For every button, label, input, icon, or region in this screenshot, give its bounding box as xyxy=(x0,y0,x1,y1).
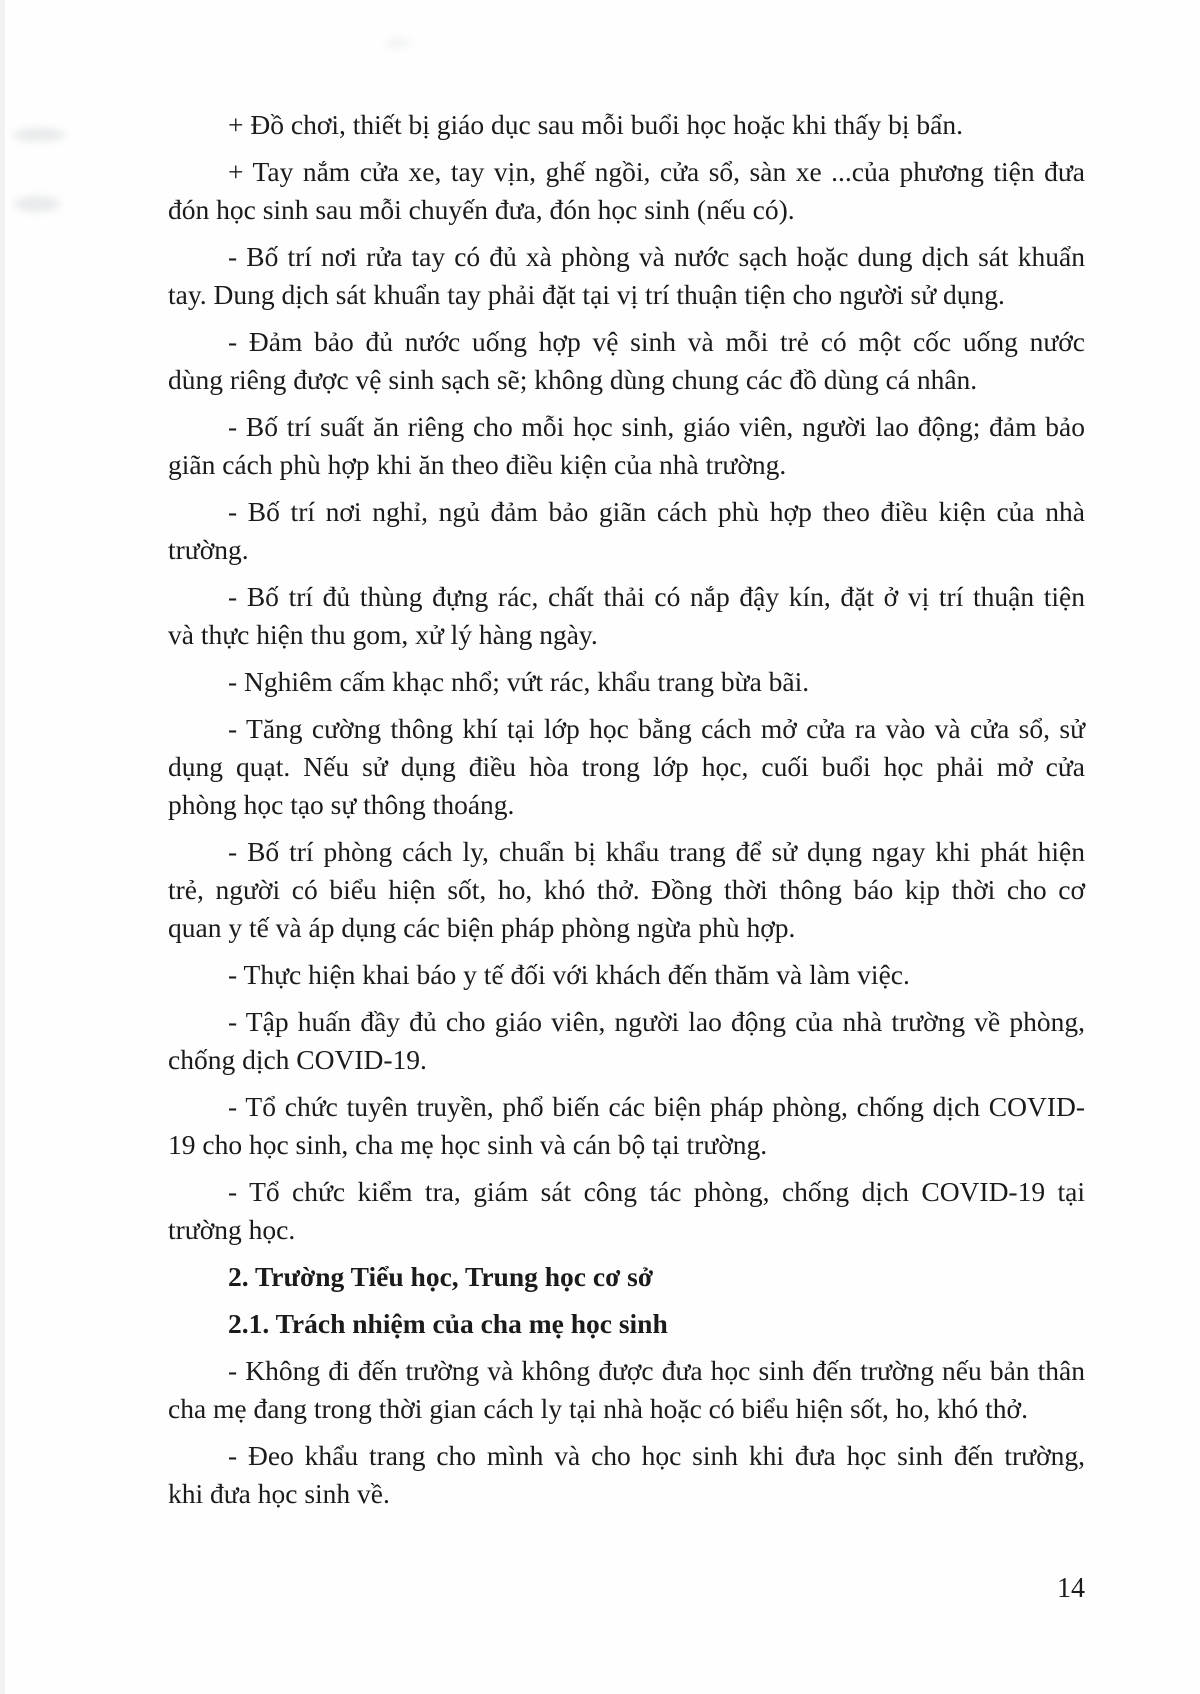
text-line: - Không đi đến trường và không được đưa học sinh đến trường nếu bản thân xyxy=(228,1355,1085,1386)
text-line: - Bố trí phòng cách ly, chuẩn bị khẩu trang để sử dụng ngay khi phát hiện xyxy=(228,836,1085,867)
text-line: - Tổ chức kiểm tra, giám sát công tác phòng, chống dịch COVID-19 tại xyxy=(228,1176,1085,1207)
scan-artifact xyxy=(12,128,66,142)
text-line: tay. Dung dịch sát khuẩn tay phải đặt tại vị trí thuận tiện cho người sử dụng. xyxy=(168,279,1005,310)
text-line: cha mẹ đang trong thời gian cách ly tại nhà hoặc có biểu hiện sốt, ho, khó thở. xyxy=(168,1393,1028,1424)
scan-artifact xyxy=(14,196,60,212)
text-line: - Bố trí đủ thùng đựng rác, chất thải có nắp đậy kín, đặt ở vị trí thuận tiện xyxy=(228,581,1085,612)
paragraph xyxy=(168,1088,1085,1164)
scan-edge-shadow xyxy=(0,0,5,1694)
text-line: trẻ, người có biểu hiện sốt, ho, khó thở. Đồng thời thông báo kịp thời cho cơ xyxy=(168,874,1085,905)
text-line: - Đảm bảo đủ nước uống hợp vệ sinh và mỗi trẻ có một cốc uống nước xyxy=(228,326,1085,357)
text-line: - Thực hiện khai báo y tế đối với khách đến thăm và làm việc. xyxy=(228,959,910,990)
paragraph xyxy=(168,408,1085,484)
paragraph xyxy=(168,238,1085,314)
text-line: dụng quạt. Nếu sử dụng điều hòa trong lớp học, cuối buổi học phải mở cửa xyxy=(168,751,1085,782)
section-heading xyxy=(168,1305,1085,1343)
text-line: trường học. xyxy=(168,1214,296,1245)
paragraph xyxy=(168,1437,1085,1513)
scan-artifact xyxy=(385,38,411,48)
paragraph xyxy=(168,1173,1085,1249)
paragraph xyxy=(168,1352,1085,1428)
paragraph xyxy=(168,323,1085,399)
text-line: + Đồ chơi, thiết bị giáo dục sau mỗi buổi học hoặc khi thấy bị bẩn. xyxy=(228,109,963,140)
text-line: khi đưa học sinh về. xyxy=(168,1478,390,1509)
paragraph xyxy=(168,833,1085,947)
text-line: - Tổ chức tuyên truyền, phổ biến các biện pháp phòng, chống dịch COVID- xyxy=(228,1091,1085,1122)
text-line: - Tập huấn đầy đủ cho giáo viên, người lao động của nhà trường về phòng, xyxy=(228,1006,1085,1037)
paragraph xyxy=(168,578,1085,654)
text-line: - Bố trí nơi rửa tay có đủ xà phòng và nước sạch hoặc dung dịch sát khuẩn xyxy=(228,241,1085,272)
text-line: và thực hiện thu gom, xử lý hàng ngày. xyxy=(168,619,598,650)
paragraph xyxy=(168,956,1085,994)
text-line: - Bố trí suất ăn riêng cho mỗi học sinh, giáo viên, người lao động; đảm bảo xyxy=(228,411,1085,442)
text-line: quan y tế và áp dụng các biện pháp phòng ngừa phù hợp. xyxy=(168,912,796,943)
text-line: 2. Trường Tiểu học, Trung học cơ sở xyxy=(228,1261,654,1292)
section-heading xyxy=(168,1258,1085,1296)
text-line: - Bố trí nơi nghỉ, ngủ đảm bảo giãn cách phù hợp theo điều kiện của nhà xyxy=(228,496,1085,527)
text-line: giãn cách phù hợp khi ăn theo điều kiện của nhà trường. xyxy=(168,449,787,480)
text-line: dùng riêng được vệ sinh sạch sẽ; không dùng chung các đồ dùng cá nhân. xyxy=(168,364,978,395)
text-line: chống dịch COVID-19. xyxy=(168,1044,427,1075)
paragraph xyxy=(168,106,1085,144)
document-text-block xyxy=(168,106,1085,1522)
text-line: 2.1. Trách nhiệm của cha mẹ học sinh xyxy=(228,1308,668,1339)
paragraph xyxy=(168,153,1085,229)
text-line: đón học sinh sau mỗi chuyến đưa, đón học sinh (nếu có). xyxy=(168,194,795,225)
text-line: - Đeo khẩu trang cho mình và cho học sinh khi đưa học sinh đến trường, xyxy=(228,1440,1085,1471)
text-line: 19 cho học sinh, cha mẹ học sinh và cán bộ tại trường. xyxy=(168,1129,768,1160)
text-line: + Tay nắm cửa xe, tay vịn, ghế ngồi, cửa sổ, sàn xe ...của phương tiện đưa xyxy=(228,156,1085,187)
paragraph xyxy=(168,663,1085,701)
paragraph xyxy=(168,710,1085,824)
text-line: - Nghiêm cấm khạc nhổ; vứt rác, khẩu trang bừa bãi. xyxy=(228,666,810,697)
text-line: phòng học tạo sự thông thoáng. xyxy=(168,789,515,820)
paragraph xyxy=(168,1003,1085,1079)
paragraph xyxy=(168,493,1085,569)
text-line: - Tăng cường thông khí tại lớp học bằng cách mở cửa ra vào và cửa sổ, sử xyxy=(228,713,1085,744)
text-line: trường. xyxy=(168,534,249,565)
page-number: 14 xyxy=(1057,1573,1085,1604)
